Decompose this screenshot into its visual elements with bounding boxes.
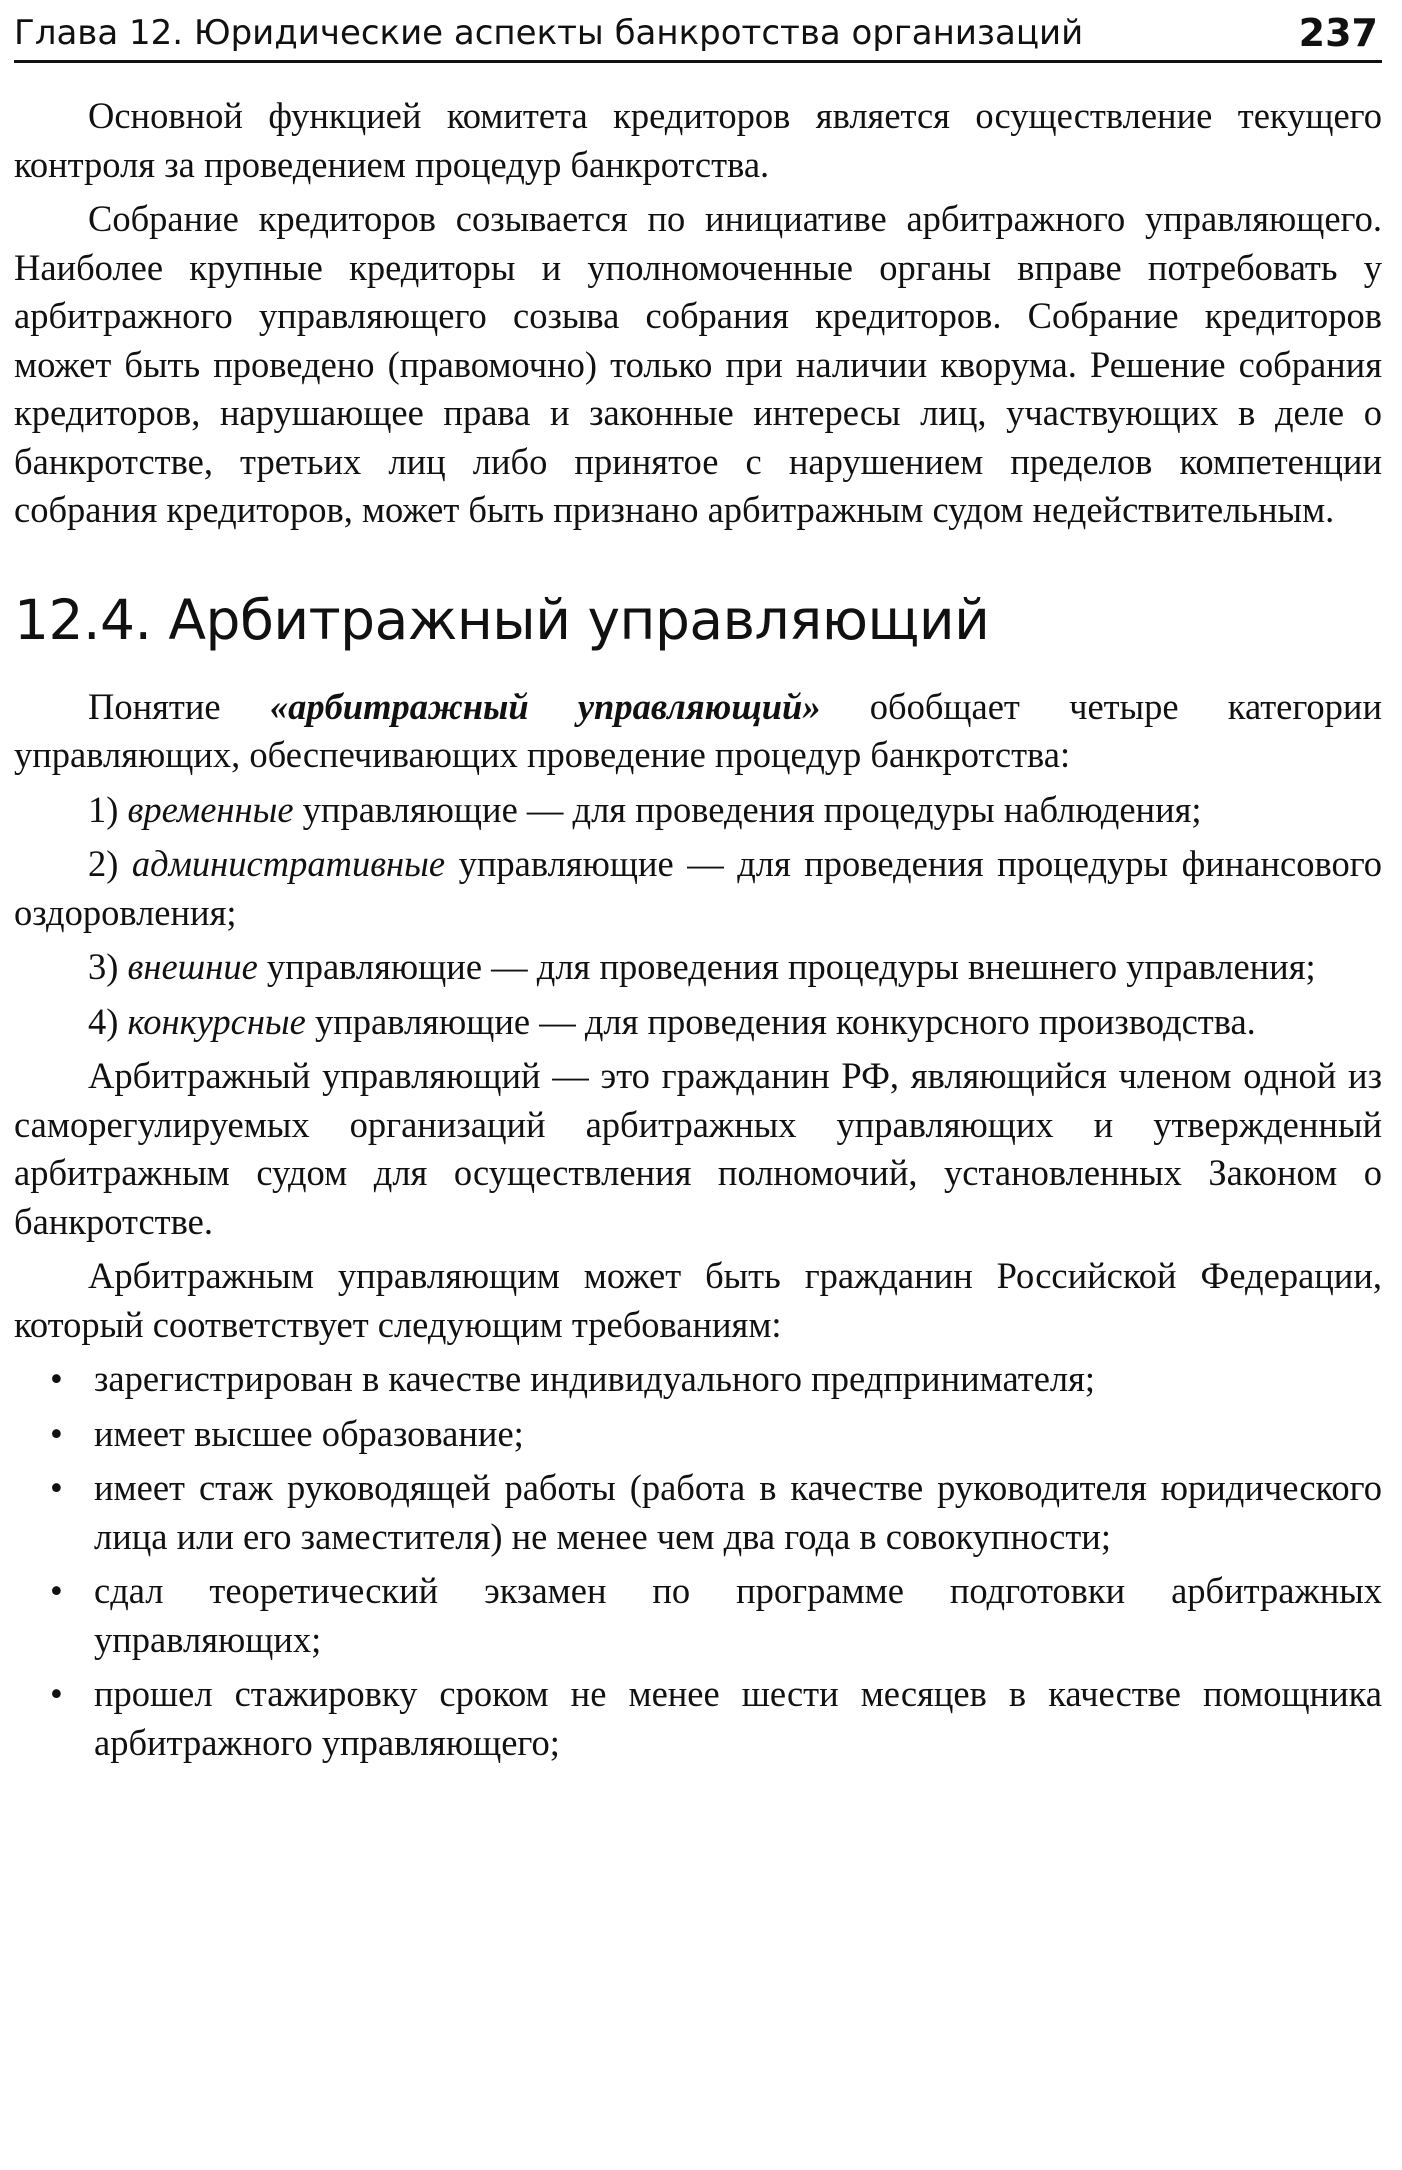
category-item: [14, 998, 1382, 1047]
category-text: управляющие — для проведения процедуры внешнего управления;: [266, 946, 1316, 987]
category-term: конкурсные: [127, 1000, 306, 1042]
term-bold-italic: «арбитражный управляющий»: [269, 685, 821, 727]
paragraph: Основной функцией комитета кредиторов является осуществление текущего контроля за проведением процедур банкротства.: [14, 95, 1382, 185]
text-run: Понятие: [88, 685, 270, 727]
category-item: [14, 943, 1382, 992]
list-item: [50, 1355, 1382, 1404]
category-item: [14, 840, 1382, 937]
list-item-text: имеет стаж руководящей работы (работа в качестве руководителя юридического лица или его заместителя) не менее чем два года в совокупности;: [94, 1467, 1382, 1557]
list-item: [50, 1670, 1382, 1767]
category-text: управляющие — для проведения конкурсного производства.: [314, 1000, 1256, 1042]
paragraph: Арбитражным управляющим может быть гражданин Российской Федерации, который соответствует следующим требованиям:: [14, 1255, 1382, 1345]
paragraph: Собрание кредиторов созывается по инициативе арбитражного управляющего. Наиболее крупные кредиторы и уполномоченные органы вправе потребовать у арбитражного управляющего созыва собрания кредиторов. Собрание кредиторов может быть проведено (правомочно) только при наличии кворума. Решение собрания кредиторов, нарушающее права и законные интересы лиц, участвующих в деле о банкротстве, третьих лиц либо принятое с нарушением пределов компетенции собрания кредиторов, может быть признано арбитражным судом недействительным.: [14, 198, 1382, 530]
category-text: управляющие — для проведения процедуры наблюдения;: [302, 788, 1202, 830]
category-term: временные: [127, 788, 294, 830]
category-number: 2): [88, 843, 119, 884]
category-number: 4): [88, 1000, 119, 1042]
text-run: обобщает четыре категории управляющих, обеспечивающих проведение процедур банкротства:: [14, 685, 1382, 775]
chapter-title: Глава 12. Юридические аспекты банкротства организаций: [14, 13, 1084, 53]
bullet-icon: •: [50, 1673, 63, 1714]
category-term: административные: [131, 843, 446, 884]
list-item-text: имеет высшее образование;: [94, 1412, 524, 1454]
category-number: 1): [88, 788, 119, 830]
book-page: [14, 0, 1382, 2170]
category-term: внешние: [127, 946, 258, 987]
running-header: [14, 6, 1382, 63]
bullet-icon: •: [50, 1412, 63, 1454]
category-item: [14, 786, 1382, 835]
list-item-text: зарегистрирован в качестве индивидуального предпринимателя;: [94, 1358, 1096, 1399]
list-item: [50, 1410, 1382, 1459]
page-number: 237: [1298, 11, 1378, 55]
list-item: [50, 1567, 1382, 1664]
list-item-text: сдал теоретический экзамен по программе подготовки арбитражных управляющих;: [94, 1570, 1382, 1660]
requirements-list: [14, 1355, 1382, 1767]
paragraph: Арбитражный управляющий — это гражданин РФ, являющийся членом одной из саморегулируемых организаций арбитражных управляющих и утвержденный арбитражным судом для осуществления полномочий, установленных Законом о банкротстве.: [14, 1055, 1382, 1242]
list-item-text: прошел стажировку сроком не менее шести месяцев в качестве помощника арбитражного управляющего;: [94, 1673, 1382, 1763]
page-body: [14, 92, 1382, 1773]
bullet-icon: •: [50, 1358, 63, 1399]
section-heading: 12.4. Арбитражный управляющий: [14, 587, 990, 652]
list-item: [50, 1464, 1382, 1561]
concept-paragraph: [14, 683, 1382, 780]
bullet-icon: •: [50, 1467, 63, 1508]
category-number: 3): [88, 946, 119, 987]
bullet-icon: •: [50, 1570, 63, 1611]
category-text: управляющие — для проведения процедуры финансового оздоровления;: [14, 843, 1383, 933]
